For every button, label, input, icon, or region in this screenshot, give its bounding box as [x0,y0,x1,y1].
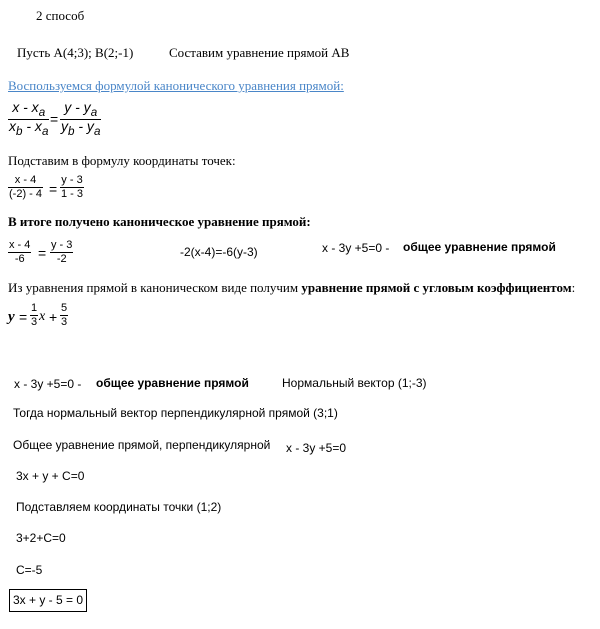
compose-line-text: Составим уравнение прямой АВ [169,45,350,60]
general-equation-label: общее уравнение прямой [403,240,556,254]
slope-x: x [39,309,46,324]
canonical-right-fraction: $\frac{y - y_a}{y_b - y_a}$ [61,99,101,138]
subst-left-fraction: $\frac{x - 4}{(-2) - 4}$ [9,174,42,200]
normal-vector: Нормальный вектор (1;-3) [282,376,427,390]
general-equation-2: x - 3y +5=0 - [14,377,82,391]
equation-sum: 3+2+C=0 [16,531,66,545]
heading: 2 способ [36,8,85,23]
canonical-formula-link[interactable]: Воспользуемся формулой канонического уравнения прямой: [8,78,344,93]
c-value: C=-5 [16,563,43,577]
slope-equals: = [19,309,28,325]
slope-intro [8,280,575,295]
points-definition: Пусть А(4;3); В(2;-1) [17,45,134,60]
general-equation-label-2: общее уравнение прямой [96,376,249,390]
substitute-text: Подставим в формулу координаты точек: [8,153,236,168]
slope-fraction-2: $\frac{5}{3}$ [61,302,68,328]
canonical-equals: = [50,111,59,127]
slope-intro-bold: уравнение прямой с угловым коэффициентом [301,280,572,295]
equation-with-c: 3x + y + C=0 [16,469,85,483]
result-equals: = [38,245,47,261]
subst-right-fraction: $\frac{y - 3}{1 - 3}$ [61,174,84,200]
result-right-fraction: $\frac{y - 3}{-2}$ [51,239,73,265]
subst-equals: = [49,181,58,197]
cross-multiplied-equation: -2(x-4)=-6(y-3) [180,245,258,259]
perpendicular-general-text: Общее уравнение прямой, перпендикулярной [13,438,271,452]
slope-plus: + [49,309,58,325]
general-equation: x - 3y +5=0 - [322,241,390,255]
slope-fraction-1: $\frac{1}{3}$ [31,302,38,328]
slope-intro-colon: : [571,280,576,295]
slope-lhs: y [8,309,15,325]
result-left-fraction: $\frac{x - 4}{-6}$ [9,239,31,265]
canonical-left-fraction: $\frac{x - x_a}{x_b - x_a}$ [9,99,49,138]
final-answer: 3x + y - 5 = 0 [9,589,87,612]
substitute-point-text: Подставляем координаты точки (1;2) [16,500,222,514]
perpendicular-vector: Тогда нормальный вектор перпендикулярной прямой (3;1) [13,406,338,420]
slope-intro-text: Из уравнения прямой в каноническом виде получим [8,280,302,295]
result-heading: В итоге получено каноническое уравнение прямой: [8,214,311,229]
perpendicular-general-equation: x - 3y +5=0 [286,441,347,455]
